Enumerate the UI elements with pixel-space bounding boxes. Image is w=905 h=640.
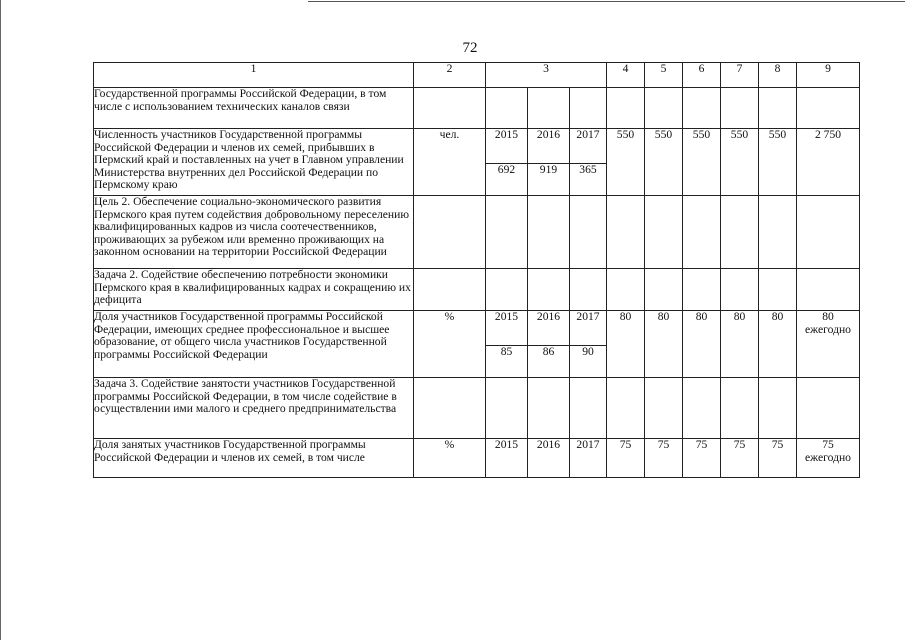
total-cell xyxy=(797,311,860,378)
unit-cell: % xyxy=(414,439,486,478)
total-value: 75 xyxy=(822,438,834,451)
header-cell: 9 xyxy=(797,63,860,88)
year-cell: 2016 xyxy=(528,311,570,346)
page-number: 72 xyxy=(462,40,478,56)
indicator-text: Доля занятых участников Государственной программы Российской Федерации и членов их семей, в том числе xyxy=(94,439,414,478)
table-row xyxy=(94,88,860,129)
value-cell: 550 xyxy=(683,129,721,196)
value-cell: 550 xyxy=(645,129,683,196)
header-row xyxy=(94,63,860,88)
header-cell: 3 xyxy=(486,63,607,88)
value-cell: 80 xyxy=(721,311,759,378)
total-note: ежегодно xyxy=(805,322,851,336)
year-cell: 2016 xyxy=(528,439,570,478)
indicator-text: Цель 2. Обеспечение социально-экономического развития Пермского края путем содействия добровольному переселению квалифицированных кадров из числа соотечественников, проживающих за рубежом или временно проживающих на законном основании на территории Российской Федерации xyxy=(94,196,414,269)
year-cell: 2017 xyxy=(570,311,607,346)
header-cell: 7 xyxy=(721,63,759,88)
value-cell: 550 xyxy=(759,129,797,196)
value-cell: 75 xyxy=(645,439,683,478)
year-value-cell: 919 xyxy=(528,163,570,195)
table-row xyxy=(94,439,860,478)
header-cell: 5 xyxy=(645,63,683,88)
year-cell: 2016 xyxy=(528,129,570,164)
table-row xyxy=(94,378,860,439)
total-cell xyxy=(797,439,860,478)
year-cell: 2017 xyxy=(570,439,607,478)
indicator-text: Задача 3. Содействие занятости участников Государственной программы Российской Федерации, в том числе содействие в осуществлении ими малого и среднего предпринимательства xyxy=(94,378,414,439)
value-cell: 550 xyxy=(607,129,645,196)
value-cell: 75 xyxy=(683,439,721,478)
unit-cell: чел. xyxy=(414,129,486,196)
value-cell: 75 xyxy=(721,439,759,478)
year-value-cell: 692 xyxy=(486,163,528,195)
table-row xyxy=(94,269,860,311)
indicator-text: Государственной программы Российской Федерации, в том числе с использованием технических каналов связи xyxy=(94,88,414,129)
header-cell: 1 xyxy=(94,63,414,88)
value-cell: 75 xyxy=(759,439,797,478)
year-cell: 2015 xyxy=(486,311,528,346)
year-cell: 2015 xyxy=(486,129,528,164)
year-cell: 2015 xyxy=(486,439,528,478)
top-rule xyxy=(308,1,905,2)
table-row xyxy=(94,196,860,269)
unit-cell: % xyxy=(414,311,486,378)
value-cell: 80 xyxy=(645,311,683,378)
table-row xyxy=(94,129,860,164)
year-value-cell: 86 xyxy=(528,345,570,377)
header-cell: 2 xyxy=(414,63,486,88)
header-cell: 8 xyxy=(759,63,797,88)
header-cell: 4 xyxy=(607,63,645,88)
total-cell: 2 750 xyxy=(797,129,860,196)
table-row xyxy=(94,311,860,346)
total-note: ежегодно xyxy=(805,450,851,464)
left-scan-edge xyxy=(0,0,1,640)
indicator-text: Задача 2. Содействие обеспечению потребности экономики Пермского края в квалифицированных кадрах и сокращению их дефицита xyxy=(94,269,414,311)
indicator-text: Доля участников Государственной программы Российской Федерации, имеющих среднее профессиональное и высшее образование, от общего числа участников Государственной программы Российской Федерации xyxy=(94,311,414,378)
header-cell: 6 xyxy=(683,63,721,88)
value-cell: 80 xyxy=(607,311,645,378)
value-cell: 550 xyxy=(721,129,759,196)
year-value-cell: 90 xyxy=(570,345,607,377)
indicator-text: Численность участников Государственной программы Российской Федерации и членов их семей, прибывших в Пермский край и поставленных на учет в Главном управлении Министерства внутренних дел Российской Федерации по Пермскому краю xyxy=(94,129,414,196)
total-value: 80 xyxy=(822,310,834,323)
year-value-cell: 365 xyxy=(570,163,607,195)
year-cell: 2017 xyxy=(570,129,607,164)
value-cell: 75 xyxy=(607,439,645,478)
year-value-cell: 85 xyxy=(486,345,528,377)
value-cell: 80 xyxy=(759,311,797,378)
value-cell: 80 xyxy=(683,311,721,378)
indicators-table xyxy=(93,62,860,478)
